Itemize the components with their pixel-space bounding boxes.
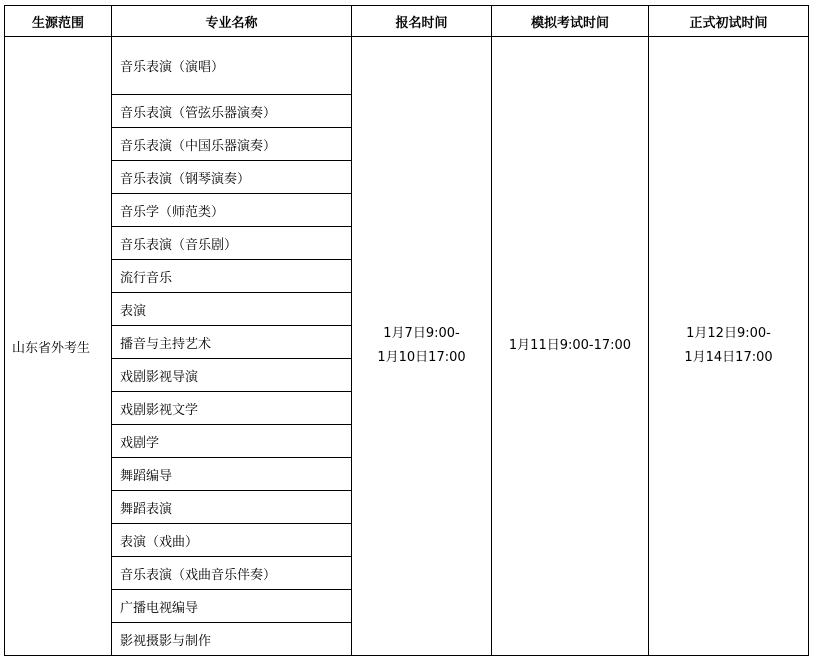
mock-exam-time-cell: 1月11日9:00-17:00 [492, 37, 649, 656]
major-cell: 戏剧影视文学 [112, 392, 352, 425]
region-cell: 山东省外考生 [5, 37, 112, 656]
major-cell: 音乐表演（戏曲音乐伴奏） [112, 557, 352, 590]
major-cell: 影视摄影与制作 [112, 623, 352, 656]
registration-time-line2: 1月10日17:00 [377, 350, 466, 365]
preliminary-exam-time-cell [649, 37, 809, 656]
header-row [5, 6, 809, 37]
major-cell: 音乐表演（音乐剧） [112, 227, 352, 260]
major-cell: 音乐表演（钢琴演奏） [112, 161, 352, 194]
major-cell: 流行音乐 [112, 260, 352, 293]
major-cell: 戏剧影视导演 [112, 359, 352, 392]
major-cell: 广播电视编导 [112, 590, 352, 623]
registration-time-cell [352, 37, 492, 656]
header-preliminary-exam-time: 正式初试时间 [649, 6, 809, 37]
major-cell: 音乐学（师范类） [112, 194, 352, 227]
major-cell: 戏剧学 [112, 425, 352, 458]
exam-schedule-table [4, 5, 809, 656]
major-cell: 播音与主持艺术 [112, 326, 352, 359]
major-cell: 音乐表演（演唱） [112, 37, 352, 95]
major-cell: 音乐表演（管弦乐器演奏） [112, 95, 352, 128]
major-cell: 舞蹈表演 [112, 491, 352, 524]
major-cell: 舞蹈编导 [112, 458, 352, 491]
header-mock-exam-time: 模拟考试时间 [492, 6, 649, 37]
header-region: 生源范围 [5, 6, 112, 37]
preliminary-time-line2: 1月14日17:00 [684, 350, 773, 365]
table-row [5, 37, 809, 95]
major-cell: 表演（戏曲） [112, 524, 352, 557]
major-cell: 音乐表演（中国乐器演奏） [112, 128, 352, 161]
header-major: 专业名称 [112, 6, 352, 37]
major-cell: 表演 [112, 293, 352, 326]
preliminary-time-line1: 1月12日9:00- [686, 326, 771, 341]
registration-time-line1: 1月7日9:00- [383, 326, 460, 341]
header-registration-time: 报名时间 [352, 6, 492, 37]
